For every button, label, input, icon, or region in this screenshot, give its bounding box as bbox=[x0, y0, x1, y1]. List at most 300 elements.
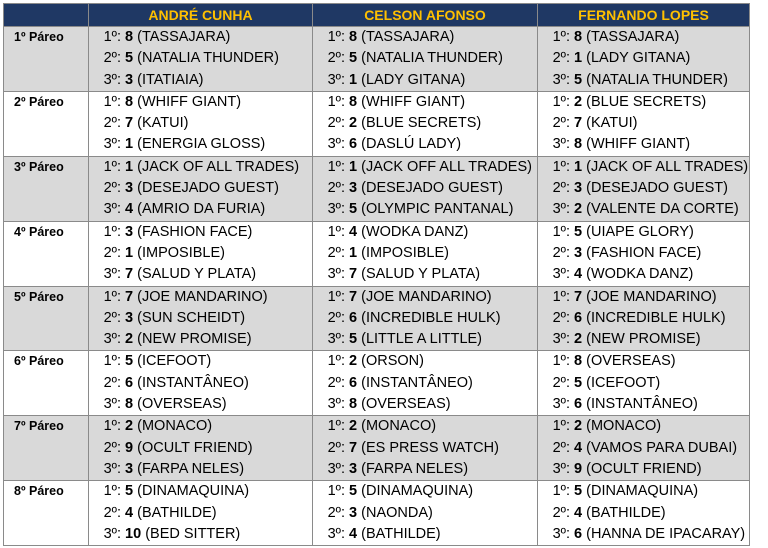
place-label: 1º: bbox=[552, 223, 570, 240]
pick-line bbox=[323, 438, 537, 459]
horse-name: (BATHILDE) bbox=[586, 504, 666, 521]
pick-cell bbox=[538, 221, 750, 286]
pick-line bbox=[99, 48, 312, 69]
horse-number: 1 bbox=[125, 158, 134, 175]
horse-number: 2 bbox=[125, 331, 134, 348]
pick-cell bbox=[313, 416, 538, 481]
place-label: 3º: bbox=[552, 460, 570, 477]
pick-line bbox=[548, 287, 749, 308]
horse-number: 1 bbox=[349, 244, 358, 261]
pick-line bbox=[323, 373, 537, 394]
horse-name: (INSTANTÂNEO) bbox=[137, 374, 249, 391]
pick-line bbox=[548, 178, 749, 199]
pick-line bbox=[548, 243, 749, 264]
horse-name: (NATALIA THUNDER) bbox=[137, 50, 279, 67]
horse-name: (UIAPE GLORY) bbox=[586, 223, 694, 240]
horse-name: (JACK OFF ALL TRADES) bbox=[361, 158, 532, 175]
horse-number: 8 bbox=[574, 29, 583, 45]
pick-line bbox=[548, 503, 749, 524]
horse-number: 7 bbox=[349, 439, 358, 456]
pick-line bbox=[99, 459, 312, 480]
place-label: 2º: bbox=[103, 439, 121, 456]
place-label: 1º: bbox=[103, 158, 121, 175]
horse-name: (DINAMAQUINA) bbox=[137, 483, 250, 500]
horse-name: (KATUI) bbox=[137, 115, 189, 132]
horse-name: (NEW PROMISE) bbox=[137, 331, 252, 348]
place-label: 3º: bbox=[327, 396, 345, 413]
table-row bbox=[4, 286, 750, 351]
horse-number: 3 bbox=[574, 180, 583, 197]
place-label: 2º: bbox=[552, 180, 570, 197]
horse-number: 1 bbox=[349, 158, 358, 175]
horse-number: 4 bbox=[349, 525, 358, 542]
table-row bbox=[4, 416, 750, 481]
place-label: 3º: bbox=[327, 525, 345, 542]
pick-line bbox=[99, 264, 312, 285]
horse-name: (TASSAJARA) bbox=[586, 29, 680, 45]
pick-line bbox=[548, 329, 749, 350]
horse-name: (FASHION FACE) bbox=[137, 223, 253, 240]
horse-number: 8 bbox=[574, 136, 583, 153]
horse-number: 6 bbox=[349, 136, 358, 153]
place-label: 3º: bbox=[552, 71, 570, 88]
place-label: 2º: bbox=[327, 50, 345, 67]
pick-line bbox=[323, 157, 537, 178]
pick-line bbox=[548, 394, 749, 415]
horse-number: 9 bbox=[125, 439, 134, 456]
place-label: 3º: bbox=[103, 525, 121, 542]
horse-name: (HANNA DE IPACARAY) bbox=[586, 525, 746, 542]
horse-name: (WHIFF GIANT) bbox=[361, 93, 466, 110]
horse-name: (FARPA NELES) bbox=[137, 460, 245, 477]
place-label: 1º: bbox=[552, 483, 570, 500]
horse-name: (ICEFOOT) bbox=[137, 353, 212, 370]
horse-name: (JACK OF ALL TRADES) bbox=[586, 158, 749, 175]
place-label: 1º: bbox=[103, 483, 121, 500]
header-blank bbox=[4, 4, 89, 27]
place-label: 3º: bbox=[327, 136, 345, 153]
race-label: 8º Páreo bbox=[4, 481, 89, 546]
horse-number: 6 bbox=[125, 374, 134, 391]
pick-cell bbox=[313, 156, 538, 221]
horse-number: 4 bbox=[574, 439, 583, 456]
pick-cell bbox=[89, 481, 313, 546]
horse-name: (INSTANTÂNEO) bbox=[361, 374, 473, 391]
horse-number: 8 bbox=[125, 29, 134, 45]
pick-line bbox=[548, 264, 749, 285]
horse-number: 7 bbox=[125, 266, 134, 283]
horse-name: (ES PRESS WATCH) bbox=[361, 439, 499, 456]
horse-number: 2 bbox=[574, 93, 583, 110]
horse-number: 10 bbox=[125, 525, 142, 542]
horse-name: (DINAMAQUINA) bbox=[586, 483, 699, 500]
place-label: 1º: bbox=[103, 29, 121, 45]
place-label: 1º: bbox=[327, 29, 345, 45]
horse-number: 7 bbox=[349, 288, 358, 305]
pick-line bbox=[548, 92, 749, 113]
place-label: 1º: bbox=[103, 288, 121, 305]
horse-name: (JOE MANDARINO) bbox=[586, 288, 717, 305]
horse-number: 5 bbox=[125, 50, 134, 67]
place-label: 3º: bbox=[552, 525, 570, 542]
pick-line bbox=[323, 92, 537, 113]
horse-number: 4 bbox=[349, 223, 358, 240]
place-label: 3º: bbox=[327, 266, 345, 283]
horse-number: 6 bbox=[574, 396, 583, 413]
pick-line bbox=[99, 222, 312, 243]
pick-line bbox=[323, 329, 537, 350]
place-label: 3º: bbox=[327, 460, 345, 477]
pick-cell bbox=[538, 156, 750, 221]
pick-line bbox=[323, 394, 537, 415]
horse-number: 3 bbox=[125, 309, 134, 326]
horse-number: 2 bbox=[349, 418, 358, 435]
place-label: 3º: bbox=[103, 136, 121, 153]
horse-name: (JACK OF ALL TRADES) bbox=[137, 158, 300, 175]
place-label: 2º: bbox=[103, 50, 121, 67]
pick-line bbox=[99, 481, 312, 502]
pick-cell bbox=[89, 221, 313, 286]
horse-number: 6 bbox=[574, 525, 583, 542]
horse-number: 8 bbox=[125, 396, 134, 413]
horse-name: (TASSAJARA) bbox=[137, 29, 231, 45]
pick-line bbox=[99, 113, 312, 134]
pick-line bbox=[323, 524, 537, 545]
horse-number: 1 bbox=[349, 71, 358, 88]
pick-line bbox=[99, 351, 312, 372]
pick-cell bbox=[89, 416, 313, 481]
pick-line bbox=[548, 222, 749, 243]
horse-name: (SALUD Y PLATA) bbox=[137, 266, 257, 283]
place-label: 1º: bbox=[327, 418, 345, 435]
horse-number: 1 bbox=[125, 244, 134, 261]
horse-name: (AMRIO DA FURIA) bbox=[137, 201, 266, 218]
horse-name: (WODKA DANZ) bbox=[361, 223, 469, 240]
pick-line bbox=[323, 113, 537, 134]
pick-line bbox=[548, 308, 749, 329]
horse-name: (DESEJADO GUEST) bbox=[586, 180, 728, 197]
place-label: 2º: bbox=[327, 439, 345, 456]
horse-name: (TASSAJARA) bbox=[361, 29, 455, 45]
table-row bbox=[4, 27, 750, 92]
pick-cell bbox=[313, 286, 538, 351]
horse-name: (BLUE SECRETS) bbox=[586, 93, 707, 110]
horse-number: 5 bbox=[574, 223, 583, 240]
horse-name: (BLUE SECRETS) bbox=[361, 115, 482, 132]
pick-line bbox=[548, 199, 749, 220]
horse-name: (BATHILDE) bbox=[137, 504, 217, 521]
horse-name: (OVERSEAS) bbox=[361, 396, 451, 413]
horse-name: (VALENTE DA CORTE) bbox=[586, 201, 739, 218]
horse-name: (IMPOSIBLE) bbox=[137, 244, 225, 261]
header-celson-afonso: CELSON AFONSO bbox=[313, 4, 538, 27]
horse-name: (ICEFOOT) bbox=[586, 374, 661, 391]
header-row bbox=[4, 4, 750, 27]
place-label: 1º: bbox=[552, 29, 570, 45]
pick-cell bbox=[313, 221, 538, 286]
pick-line bbox=[323, 503, 537, 524]
pick-cell bbox=[538, 481, 750, 546]
horse-name: (BED SITTER) bbox=[145, 525, 241, 542]
place-label: 1º: bbox=[327, 483, 345, 500]
horse-name: (OVERSEAS) bbox=[586, 353, 676, 370]
pick-cell bbox=[313, 481, 538, 546]
place-label: 2º: bbox=[552, 504, 570, 521]
horse-number: 5 bbox=[574, 71, 583, 88]
pick-line bbox=[99, 287, 312, 308]
pick-line bbox=[548, 157, 749, 178]
horse-number: 3 bbox=[125, 460, 134, 477]
place-label: 3º: bbox=[552, 266, 570, 283]
horse-name: (WODKA DANZ) bbox=[586, 266, 694, 283]
horse-number: 5 bbox=[349, 331, 358, 348]
pick-cell bbox=[538, 286, 750, 351]
pick-line bbox=[99, 308, 312, 329]
pick-line bbox=[548, 351, 749, 372]
place-label: 2º: bbox=[552, 115, 570, 132]
horse-number: 9 bbox=[574, 460, 583, 477]
tips-table bbox=[3, 3, 750, 546]
place-label: 1º: bbox=[327, 353, 345, 370]
horse-number: 2 bbox=[574, 418, 583, 435]
place-label: 3º: bbox=[552, 396, 570, 413]
horse-name: (KATUI) bbox=[586, 115, 638, 132]
horse-name: (ENERGIA GLOSS) bbox=[137, 136, 266, 153]
horse-number: 8 bbox=[574, 353, 583, 370]
horse-name: (IMPOSIBLE) bbox=[361, 244, 449, 261]
horse-number: 7 bbox=[574, 115, 583, 132]
horse-number: 2 bbox=[574, 331, 583, 348]
horse-name: (SALUD Y PLATA) bbox=[361, 266, 481, 283]
race-label: 4º Páreo bbox=[4, 221, 89, 286]
place-label: 1º: bbox=[552, 93, 570, 110]
horse-name: (NAONDA) bbox=[361, 504, 433, 521]
pick-line bbox=[99, 438, 312, 459]
table-row bbox=[4, 221, 750, 286]
pick-cell bbox=[89, 91, 313, 156]
horse-number: 3 bbox=[349, 180, 358, 197]
pick-cell bbox=[89, 351, 313, 416]
race-label: 7º Páreo bbox=[4, 416, 89, 481]
horse-number: 7 bbox=[125, 115, 134, 132]
horse-number: 2 bbox=[574, 201, 583, 218]
pick-cell bbox=[313, 91, 538, 156]
horse-name: (BATHILDE) bbox=[361, 525, 441, 542]
place-label: 2º: bbox=[327, 504, 345, 521]
horse-number: 3 bbox=[125, 223, 134, 240]
place-label: 3º: bbox=[552, 201, 570, 218]
horse-number: 6 bbox=[574, 309, 583, 326]
pick-line bbox=[99, 243, 312, 264]
horse-number: 4 bbox=[125, 504, 134, 521]
horse-number: 5 bbox=[349, 50, 358, 67]
place-label: 3º: bbox=[552, 136, 570, 153]
place-label: 3º: bbox=[327, 201, 345, 218]
race-label: 3º Páreo bbox=[4, 156, 89, 221]
horse-name: (LADY GITANA) bbox=[361, 71, 466, 88]
place-label: 2º: bbox=[327, 244, 345, 261]
place-label: 2º: bbox=[103, 504, 121, 521]
horse-number: 3 bbox=[125, 180, 134, 197]
table-row bbox=[4, 156, 750, 221]
horse-number: 3 bbox=[349, 460, 358, 477]
header-andre-cunha: ANDRÉ CUNHA bbox=[89, 4, 313, 27]
pick-line bbox=[99, 199, 312, 220]
horse-number: 8 bbox=[125, 93, 134, 110]
pick-line bbox=[99, 157, 312, 178]
pick-cell bbox=[89, 27, 313, 92]
place-label: 3º: bbox=[327, 331, 345, 348]
pick-line bbox=[548, 113, 749, 134]
horse-name: (NATALIA THUNDER) bbox=[361, 50, 503, 67]
place-label: 3º: bbox=[103, 266, 121, 283]
pick-line bbox=[548, 416, 749, 437]
pick-line bbox=[548, 459, 749, 480]
place-label: 2º: bbox=[552, 374, 570, 391]
place-label: 3º: bbox=[327, 71, 345, 88]
horse-number: 6 bbox=[349, 374, 358, 391]
race-label: 5º Páreo bbox=[4, 286, 89, 351]
horse-number: 1 bbox=[574, 158, 583, 175]
pick-line bbox=[548, 70, 749, 91]
horse-number: 4 bbox=[574, 504, 583, 521]
horse-number: 5 bbox=[349, 201, 358, 218]
pick-line bbox=[99, 394, 312, 415]
horse-name: (INSTANTÂNEO) bbox=[586, 396, 698, 413]
horse-number: 5 bbox=[125, 353, 134, 370]
horse-number: 4 bbox=[574, 266, 583, 283]
horse-name: (SUN SCHEIDT) bbox=[137, 309, 246, 326]
horse-number: 1 bbox=[574, 50, 583, 67]
horse-number: 8 bbox=[349, 93, 358, 110]
table-row bbox=[4, 351, 750, 416]
place-label: 2º: bbox=[552, 50, 570, 67]
horse-number: 8 bbox=[349, 29, 358, 45]
horse-name: (OVERSEAS) bbox=[137, 396, 227, 413]
pick-cell bbox=[313, 351, 538, 416]
place-label: 2º: bbox=[103, 115, 121, 132]
horse-number: 3 bbox=[574, 244, 583, 261]
horse-name: (WHIFF GIANT) bbox=[586, 136, 691, 153]
horse-name: (DESEJADO GUEST) bbox=[137, 180, 279, 197]
place-label: 3º: bbox=[552, 331, 570, 348]
horse-number: 2 bbox=[125, 418, 134, 435]
pick-line bbox=[99, 92, 312, 113]
horse-name: (MONACO) bbox=[586, 418, 662, 435]
table-row bbox=[4, 91, 750, 156]
horse-name: (DINAMAQUINA) bbox=[361, 483, 474, 500]
pick-line bbox=[323, 416, 537, 437]
place-label: 1º: bbox=[327, 93, 345, 110]
pick-line bbox=[548, 27, 749, 48]
place-label: 2º: bbox=[103, 180, 121, 197]
place-label: 3º: bbox=[103, 71, 121, 88]
horse-name: (DASLÚ LADY) bbox=[361, 136, 462, 153]
pick-line bbox=[548, 373, 749, 394]
horse-number: 3 bbox=[349, 504, 358, 521]
race-label: 2º Páreo bbox=[4, 91, 89, 156]
horse-name: (INCREDIBLE HULK) bbox=[361, 309, 501, 326]
horse-name: (OCULT FRIEND) bbox=[586, 460, 702, 477]
pick-line bbox=[548, 438, 749, 459]
horse-name: (ORSON) bbox=[361, 353, 424, 370]
horse-number: 5 bbox=[349, 483, 358, 500]
place-label: 1º: bbox=[327, 158, 345, 175]
place-label: 1º: bbox=[552, 158, 570, 175]
place-label: 2º: bbox=[103, 374, 121, 391]
pick-cell bbox=[538, 416, 750, 481]
header-fernando-lopes: FERNANDO LOPES bbox=[538, 4, 750, 27]
place-label: 2º: bbox=[327, 115, 345, 132]
horse-name: (FASHION FACE) bbox=[586, 244, 702, 261]
pick-line bbox=[548, 481, 749, 502]
pick-line bbox=[323, 70, 537, 91]
pick-cell bbox=[89, 156, 313, 221]
pick-line bbox=[323, 178, 537, 199]
horse-number: 6 bbox=[349, 309, 358, 326]
pick-line bbox=[323, 134, 537, 155]
place-label: 1º: bbox=[327, 288, 345, 305]
pick-line bbox=[99, 27, 312, 48]
race-label: 6º Páreo bbox=[4, 351, 89, 416]
horse-name: (LADY GITANA) bbox=[586, 50, 691, 67]
place-label: 2º: bbox=[103, 244, 121, 261]
pick-line bbox=[323, 243, 537, 264]
horse-number: 2 bbox=[349, 115, 358, 132]
horse-name: (MONACO) bbox=[361, 418, 437, 435]
pick-line bbox=[323, 481, 537, 502]
horse-name: (FARPA NELES) bbox=[361, 460, 469, 477]
horse-name: (JOE MANDARINO) bbox=[361, 288, 492, 305]
pick-line bbox=[99, 178, 312, 199]
horse-number: 5 bbox=[574, 483, 583, 500]
horse-number: 1 bbox=[125, 136, 134, 153]
place-label: 3º: bbox=[103, 460, 121, 477]
horse-name: (WHIFF GIANT) bbox=[137, 93, 242, 110]
race-label: 1º Páreo bbox=[4, 27, 89, 92]
place-label: 2º: bbox=[552, 439, 570, 456]
horse-name: (OCULT FRIEND) bbox=[137, 439, 253, 456]
pick-line bbox=[99, 416, 312, 437]
table-row bbox=[4, 481, 750, 546]
pick-line bbox=[548, 134, 749, 155]
pick-line bbox=[323, 459, 537, 480]
pick-cell bbox=[538, 91, 750, 156]
horse-name: (LITTLE A LITTLE) bbox=[361, 331, 483, 348]
horse-number: 8 bbox=[349, 396, 358, 413]
pick-cell bbox=[538, 351, 750, 416]
pick-line bbox=[323, 308, 537, 329]
place-label: 2º: bbox=[327, 374, 345, 391]
horse-number: 7 bbox=[574, 288, 583, 305]
place-label: 1º: bbox=[552, 353, 570, 370]
horse-number: 5 bbox=[574, 374, 583, 391]
place-label: 1º: bbox=[552, 418, 570, 435]
horse-name: (DESEJADO GUEST) bbox=[361, 180, 503, 197]
place-label: 1º: bbox=[103, 93, 121, 110]
pick-line bbox=[323, 351, 537, 372]
horse-name: (NATALIA THUNDER) bbox=[586, 71, 728, 88]
horse-name: (OLYMPIC PANTANAL) bbox=[361, 201, 514, 218]
pick-line bbox=[548, 48, 749, 69]
pick-cell bbox=[538, 27, 750, 92]
pick-line bbox=[99, 373, 312, 394]
place-label: 1º: bbox=[327, 223, 345, 240]
horse-number: 4 bbox=[125, 201, 134, 218]
pick-cell bbox=[89, 286, 313, 351]
pick-line bbox=[323, 264, 537, 285]
place-label: 2º: bbox=[327, 180, 345, 197]
